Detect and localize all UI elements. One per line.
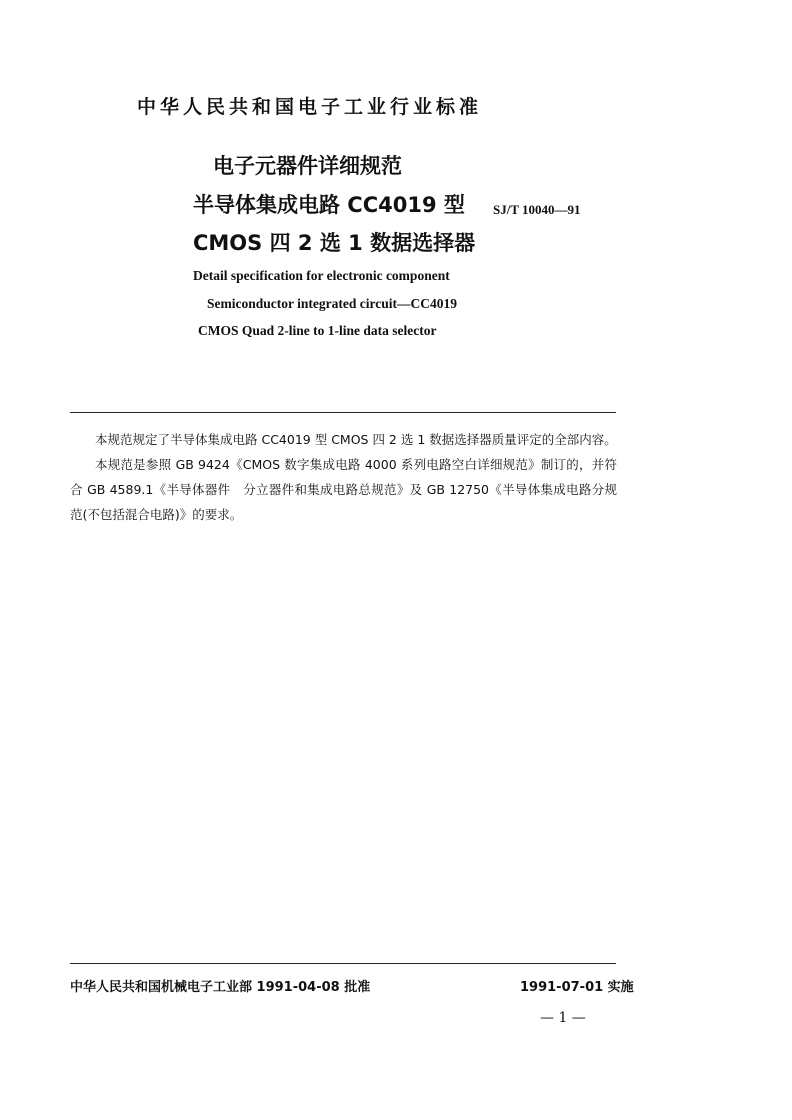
body-text — [70, 427, 617, 527]
title-en-line3: CMOS Quad 2-line to 1-line data selector — [198, 323, 437, 338]
title-en-line2: Semiconductor integrated circuit—CC4019 — [207, 296, 457, 311]
body-paragraph-2: 本规范是参照 GB 9424《CMOS 数字集成电路 4000 系列电路空白详细规范》制订的，并符合 GB 4589.1《半导体器件 分立器件和集成电路总规范》及 GB 12750《半导体集成电路分规范(不包括混合电路)》的要求。 — [70, 457, 617, 522]
body-paragraph-1: 本规范规定了半导体集成电路 CC4019 型 CMOS 四 2 选 1 数据选择器质量评定的全部内容。 — [95, 432, 617, 447]
title-en-line1: Detail specification for electronic component — [193, 268, 450, 283]
top-divider — [70, 412, 616, 413]
implementation-date: 1991-07-01 实施 — [520, 980, 634, 995]
bottom-divider — [70, 963, 616, 964]
industry-standard-header: 中华人民共和国电子工业行业标准 — [137, 96, 483, 118]
title-cn-line3: CMOS 四 2 选 1 数据选择器 — [193, 231, 476, 255]
standard-code: SJ/T 10040—91 — [493, 202, 581, 217]
title-cn-line1: 电子元器件详细规范 — [213, 154, 402, 178]
approval-line: 中华人民共和国机械电子工业部 1991-04-08 批准 — [70, 980, 371, 995]
page-number: — 1 — — [540, 1010, 586, 1026]
title-cn-line2: 半导体集成电路 CC4019 型 — [193, 193, 465, 217]
